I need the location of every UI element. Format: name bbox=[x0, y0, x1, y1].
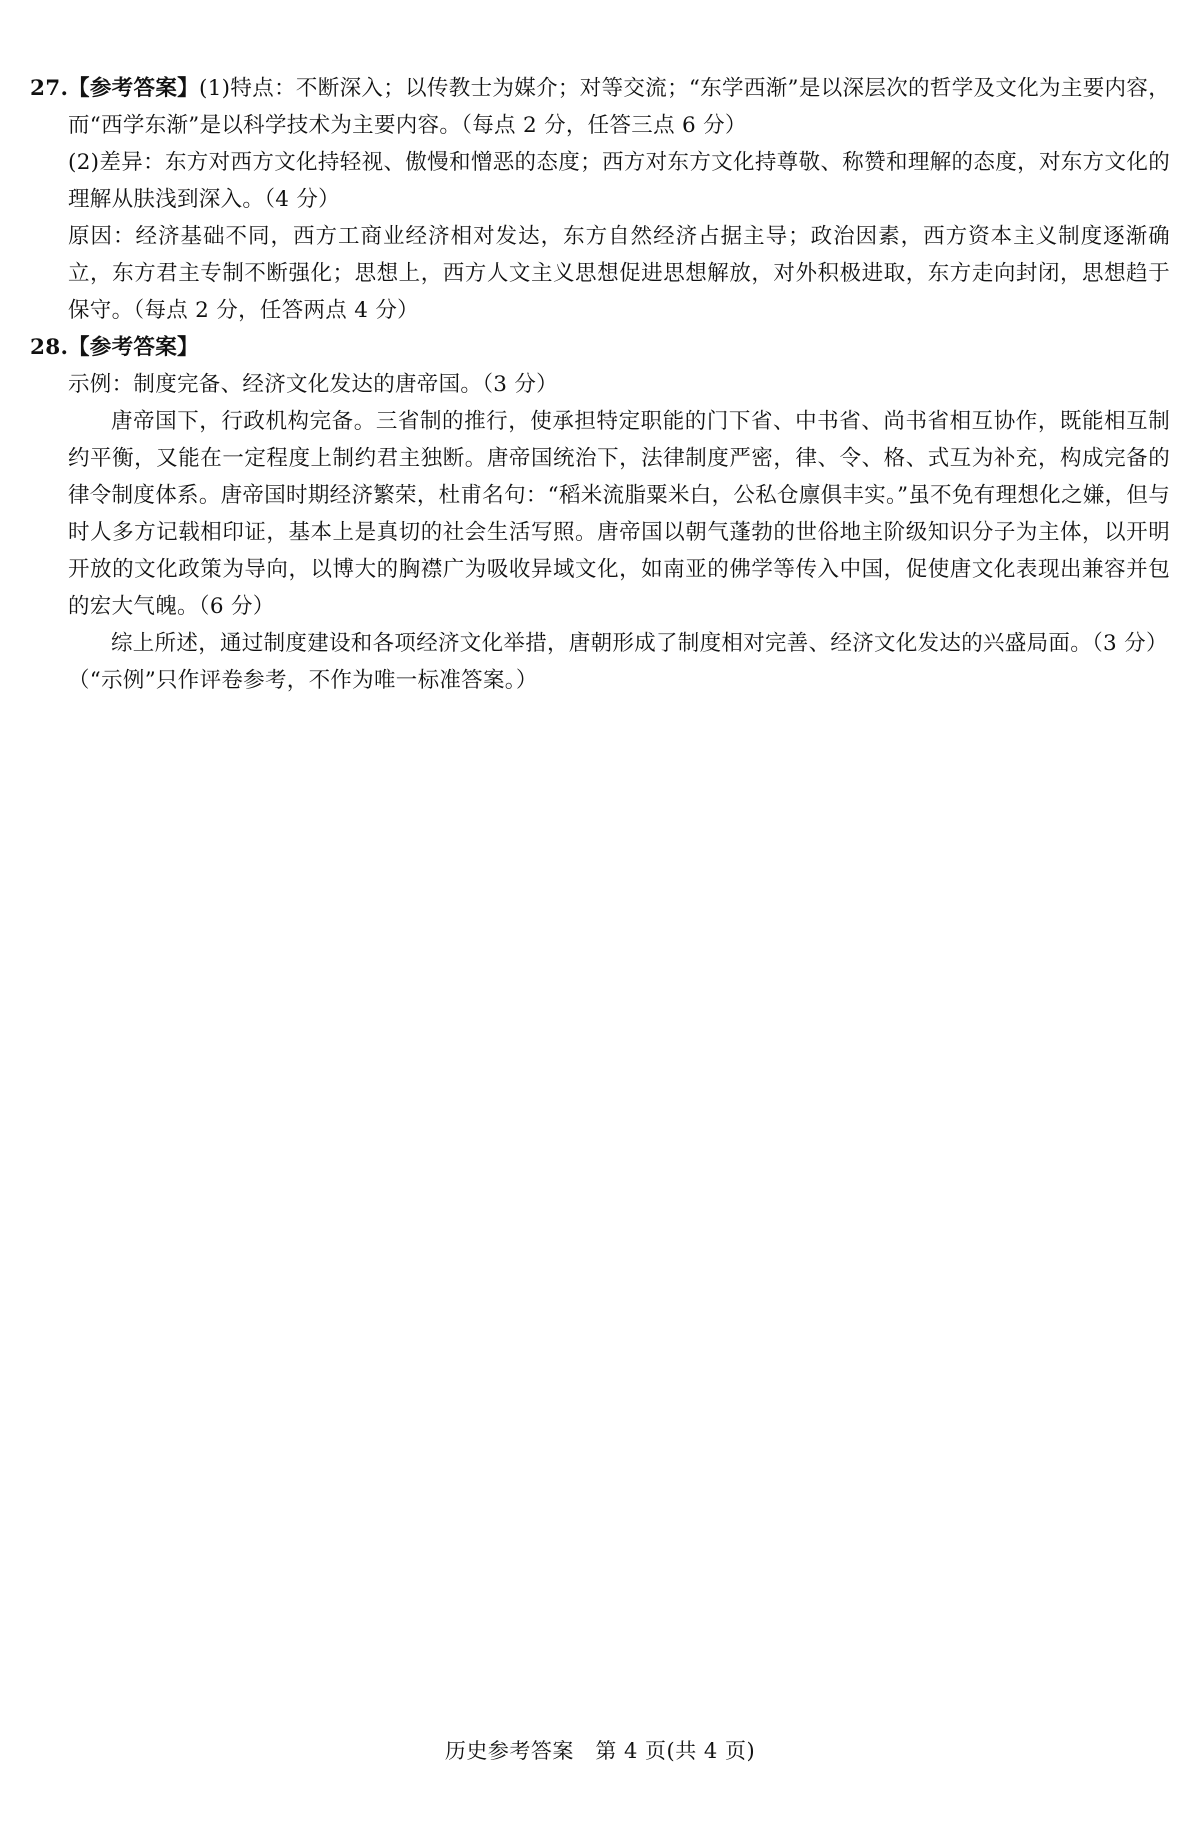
question-27-number: 27. bbox=[30, 76, 69, 101]
question-28-heading: 【参考答案】 bbox=[68, 335, 199, 360]
question-28-conclusion: 综上所述，通过制度建设和各项经济文化举措，唐朝形成了制度相对完善、经济文化发达的兴盛局面。（3 分） bbox=[111, 631, 1168, 656]
question-28 bbox=[30, 329, 1170, 699]
page-footer: 历史参考答案 第 4 页(共 4 页) bbox=[444, 1739, 756, 1763]
question-27-part-2-reasons: 原因：经济基础不同，西方工商业经济相对发达，东方自然经济占据主导；政治因素，西方资本主义制度逐渐确立，东方君主专制不断强化；思想上，西方人文主义思想促进思想解放，对外积极进取，东方走向封闭，思想趋于保守。（每点 2 分，任答两点 4 分） bbox=[68, 224, 1170, 323]
question-27-part-1-text: (1)特点：不断深入；以传教士为媒介；对等交流；“东学西渐”是以深层次的哲学及文化为主要内容，而“西学东渐”是以科学技术为主要内容。（每点 2 分，任答三点 6 分） bbox=[68, 76, 1170, 138]
question-28-note: （“示例”只作评卷参考，不作为唯一标准答案。） bbox=[68, 668, 538, 693]
question-28-body: 唐帝国下，行政机构完备。三省制的推行，使承担特定职能的门下省、中书省、尚书省相互协作，既能相互制约平衡，又能在一定程度上制约君主独断。唐帝国统治下，法律制度严密，律、令、格、式互为补充，构成完备的律令制度体系。唐帝国时期经济繁荣，杜甫名句：“稻米流脂粟米白，公私仓廪俱丰实。”虽不免有理想化之嫌，但与时人多方记载相印证，基本上是真切的社会生活写照。唐帝国以朝气蓬勃的世俗地主阶级知识分子为主体，以开明开放的文化政策为导向，以博大的胸襟广为吸收异域文化，如南亚的佛学等传入中国，促使唐文化表现出兼容并包的宏大气魄。（6 分） bbox=[68, 409, 1170, 619]
answer-content bbox=[30, 70, 1170, 699]
question-28-number: 28. bbox=[30, 335, 69, 360]
question-27-part-2-differences: (2)差异：东方对西方文化持轻视、傲慢和憎恶的态度；西方对东方文化持尊敬、称赞和理解的态度，对东方文化的理解从肤浅到深入。（4 分） bbox=[68, 150, 1170, 212]
question-27-heading: 【参考答案】 bbox=[68, 76, 200, 101]
question-27 bbox=[30, 70, 1170, 329]
question-27-part-1 bbox=[68, 70, 1170, 144]
question-28-example: 示例：制度完备、经济文化发达的唐帝国。（3 分） bbox=[68, 372, 558, 397]
